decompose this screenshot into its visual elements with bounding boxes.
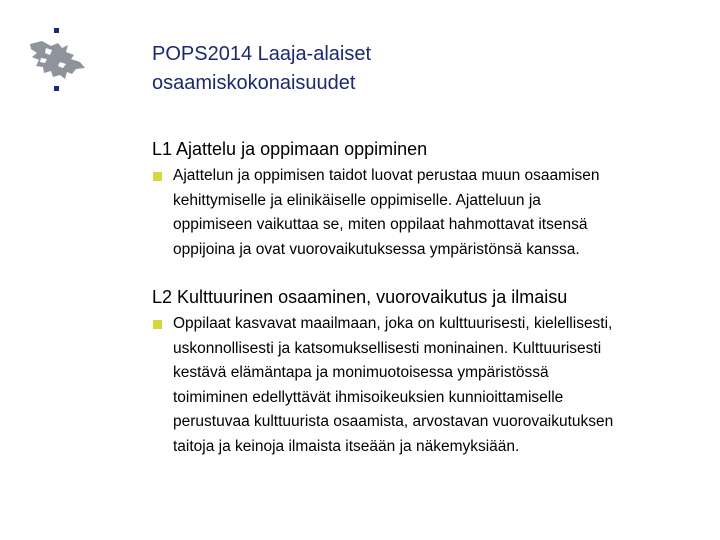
section-l2 [152, 286, 712, 460]
bullet-line: uskonnollisesti ja katsomuksellisesti moninainen. Kulttuurisesti [173, 339, 602, 357]
bullet-line: toimiminen edellyttävät ihmisoikeuksien kunnioittamiselle [173, 388, 564, 406]
bullet-item [152, 312, 712, 460]
bullet-text [173, 312, 705, 460]
square-bullet-icon [153, 320, 162, 329]
bullet-line: oppijoina ja ovat vuorovaikutuksessa ympäristönsä kanssa. [173, 240, 580, 258]
bullet-line: perustuvaa kulttuurista osaamista, arvostavan vuorovaikutuksen [173, 413, 614, 431]
title-line-1: POPS2014 Laaja-alaiset [152, 43, 372, 65]
square-bullet-icon [153, 172, 162, 181]
page-title [152, 40, 692, 98]
bullet-line: kehittymiselle ja elinikäiselle oppimiselle. Ajatteluun ja [173, 191, 541, 209]
bullet-line: Ajattelun ja oppimisen taidot luovat perustaa muun osaamisen [173, 167, 600, 184]
bullet-line: oppimiseen vaikuttaa se, miten oppilaat hahmottavat itsensä [173, 216, 588, 234]
bullet-line: taitoja ja keinoja ilmaista itseään ja näkemyksiään. [173, 437, 520, 455]
bullet-line: kestävä elämäntapa ja monimuotoisessa ympäristössä [173, 364, 549, 382]
bullet-item [152, 164, 712, 262]
bullet-text [173, 164, 705, 262]
section-l1 [152, 138, 712, 262]
title-line-2: osaamiskokonaisuudet [152, 72, 356, 94]
university-logo-icon [24, 28, 90, 98]
section-heading: L1 Ajattelu ja oppimaan oppiminen [152, 139, 428, 159]
bullet-line: Oppilaat kasvavat maailmaan, joka on kulttuurisesti, kielellisesti, [173, 315, 613, 332]
section-heading: L2 Kulttuurinen osaaminen, vuorovaikutus ja ilmaisu [152, 287, 568, 307]
